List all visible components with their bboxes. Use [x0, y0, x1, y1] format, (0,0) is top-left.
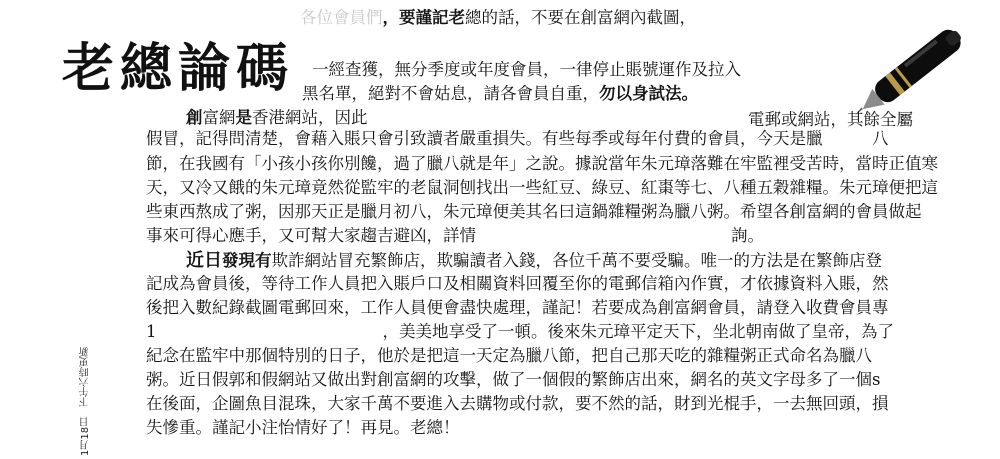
notice-text: 總的話，不要在創富網內截圖，: [465, 8, 696, 27]
notice-line-1: [300, 10, 696, 27]
paragraph-line: 後把入數紀錄截圖電郵回來，工作人員便會盡快處理，謹記！若要成為創富網會員，請登入收費會員專: [146, 298, 889, 317]
paragraph-line: 1 ，美美地享受了一頓。後來朱元璋平定天下，坐北朝南做了皇帝，為了: [146, 322, 894, 341]
notice-text: 黑名單，絕對不會姑息，請各會員自重，: [302, 84, 599, 103]
paragraph-line: 事來可得心應手，又可幫大家趨吉避凶，詳情 詢。: [146, 226, 764, 245]
paragraph-line: 紀念在監牢中那個特別的日子，他於是把這一天定為臘八節，把自己那天吃的雜糧粥正式命名為臘八: [146, 346, 872, 365]
paragraph-line: 創富網是香港網站，因此: [186, 108, 368, 127]
paragraph-line: 假冒，記得問清楚，會藉入賬只會引致讀者嚴重損失。有些每季或每年付費的會員，今天是臘 八: [146, 129, 889, 148]
page-title: 老總論碼: [62, 38, 295, 99]
update-date-label: 1月18日 下午六時更新: [80, 346, 91, 456]
notice-line-2: 一經查獲，無分季度或年度會員，一律停止賬號運作及拉入: [312, 60, 741, 79]
paragraph-line: 些東西熬成了粥，因那天正是臘月初八，朱元璋便美其名曰這鍋雜糧粥為臘八粥。希望各創富網的會員做起: [146, 202, 922, 221]
notice-bold-text: ，要謹記老: [382, 8, 465, 27]
notice-faded-text: 各位會員們: [300, 8, 383, 27]
paragraph-line: 失慘重。謹記小注怡情好了！再見。老總！: [146, 418, 460, 437]
paragraph-line: 天，又冷又餓的朱元璋竟然從監牢的老鼠洞刨找出一些紅豆、綠豆、紅棗等七、八種五穀雜糧。朱元璋便把這: [146, 178, 938, 197]
notice-line-3: [302, 86, 698, 103]
paragraph-line: 電郵或網站，其餘全屬: [748, 110, 913, 129]
paragraph-line: 在後面，企圖魚目混珠，大家千萬不要進入去購物或付款，要不然的話，財到光棍手，一去無回頭，損: [146, 394, 889, 413]
paragraph-line: 粥。近日假郭和假網站又做出對創富網的攻擊，做了一個假的繁飾店出來，網名的英文字母多了一個s: [146, 370, 881, 389]
paragraph-line: 記成為會員後，等待工作人員把入賬戶口及相關資料回覆至你的電郵信箱內作實，才依據資料入賬，然: [146, 274, 889, 293]
paragraph-line: 節，在我國有「小孩小孩你別饞，過了臘八就是年」之說。據說當年朱元璋落難在牢監裡受苦時，當時正值寒: [146, 154, 938, 173]
notice-bold-text: 勿以身試法。: [599, 84, 698, 103]
paragraph-line: 近日發現有欺詐網站冒充繁飾店，欺騙讀者入錢，各位千萬不要受騙。唯一的方法是在繁飾店登: [186, 250, 882, 271]
